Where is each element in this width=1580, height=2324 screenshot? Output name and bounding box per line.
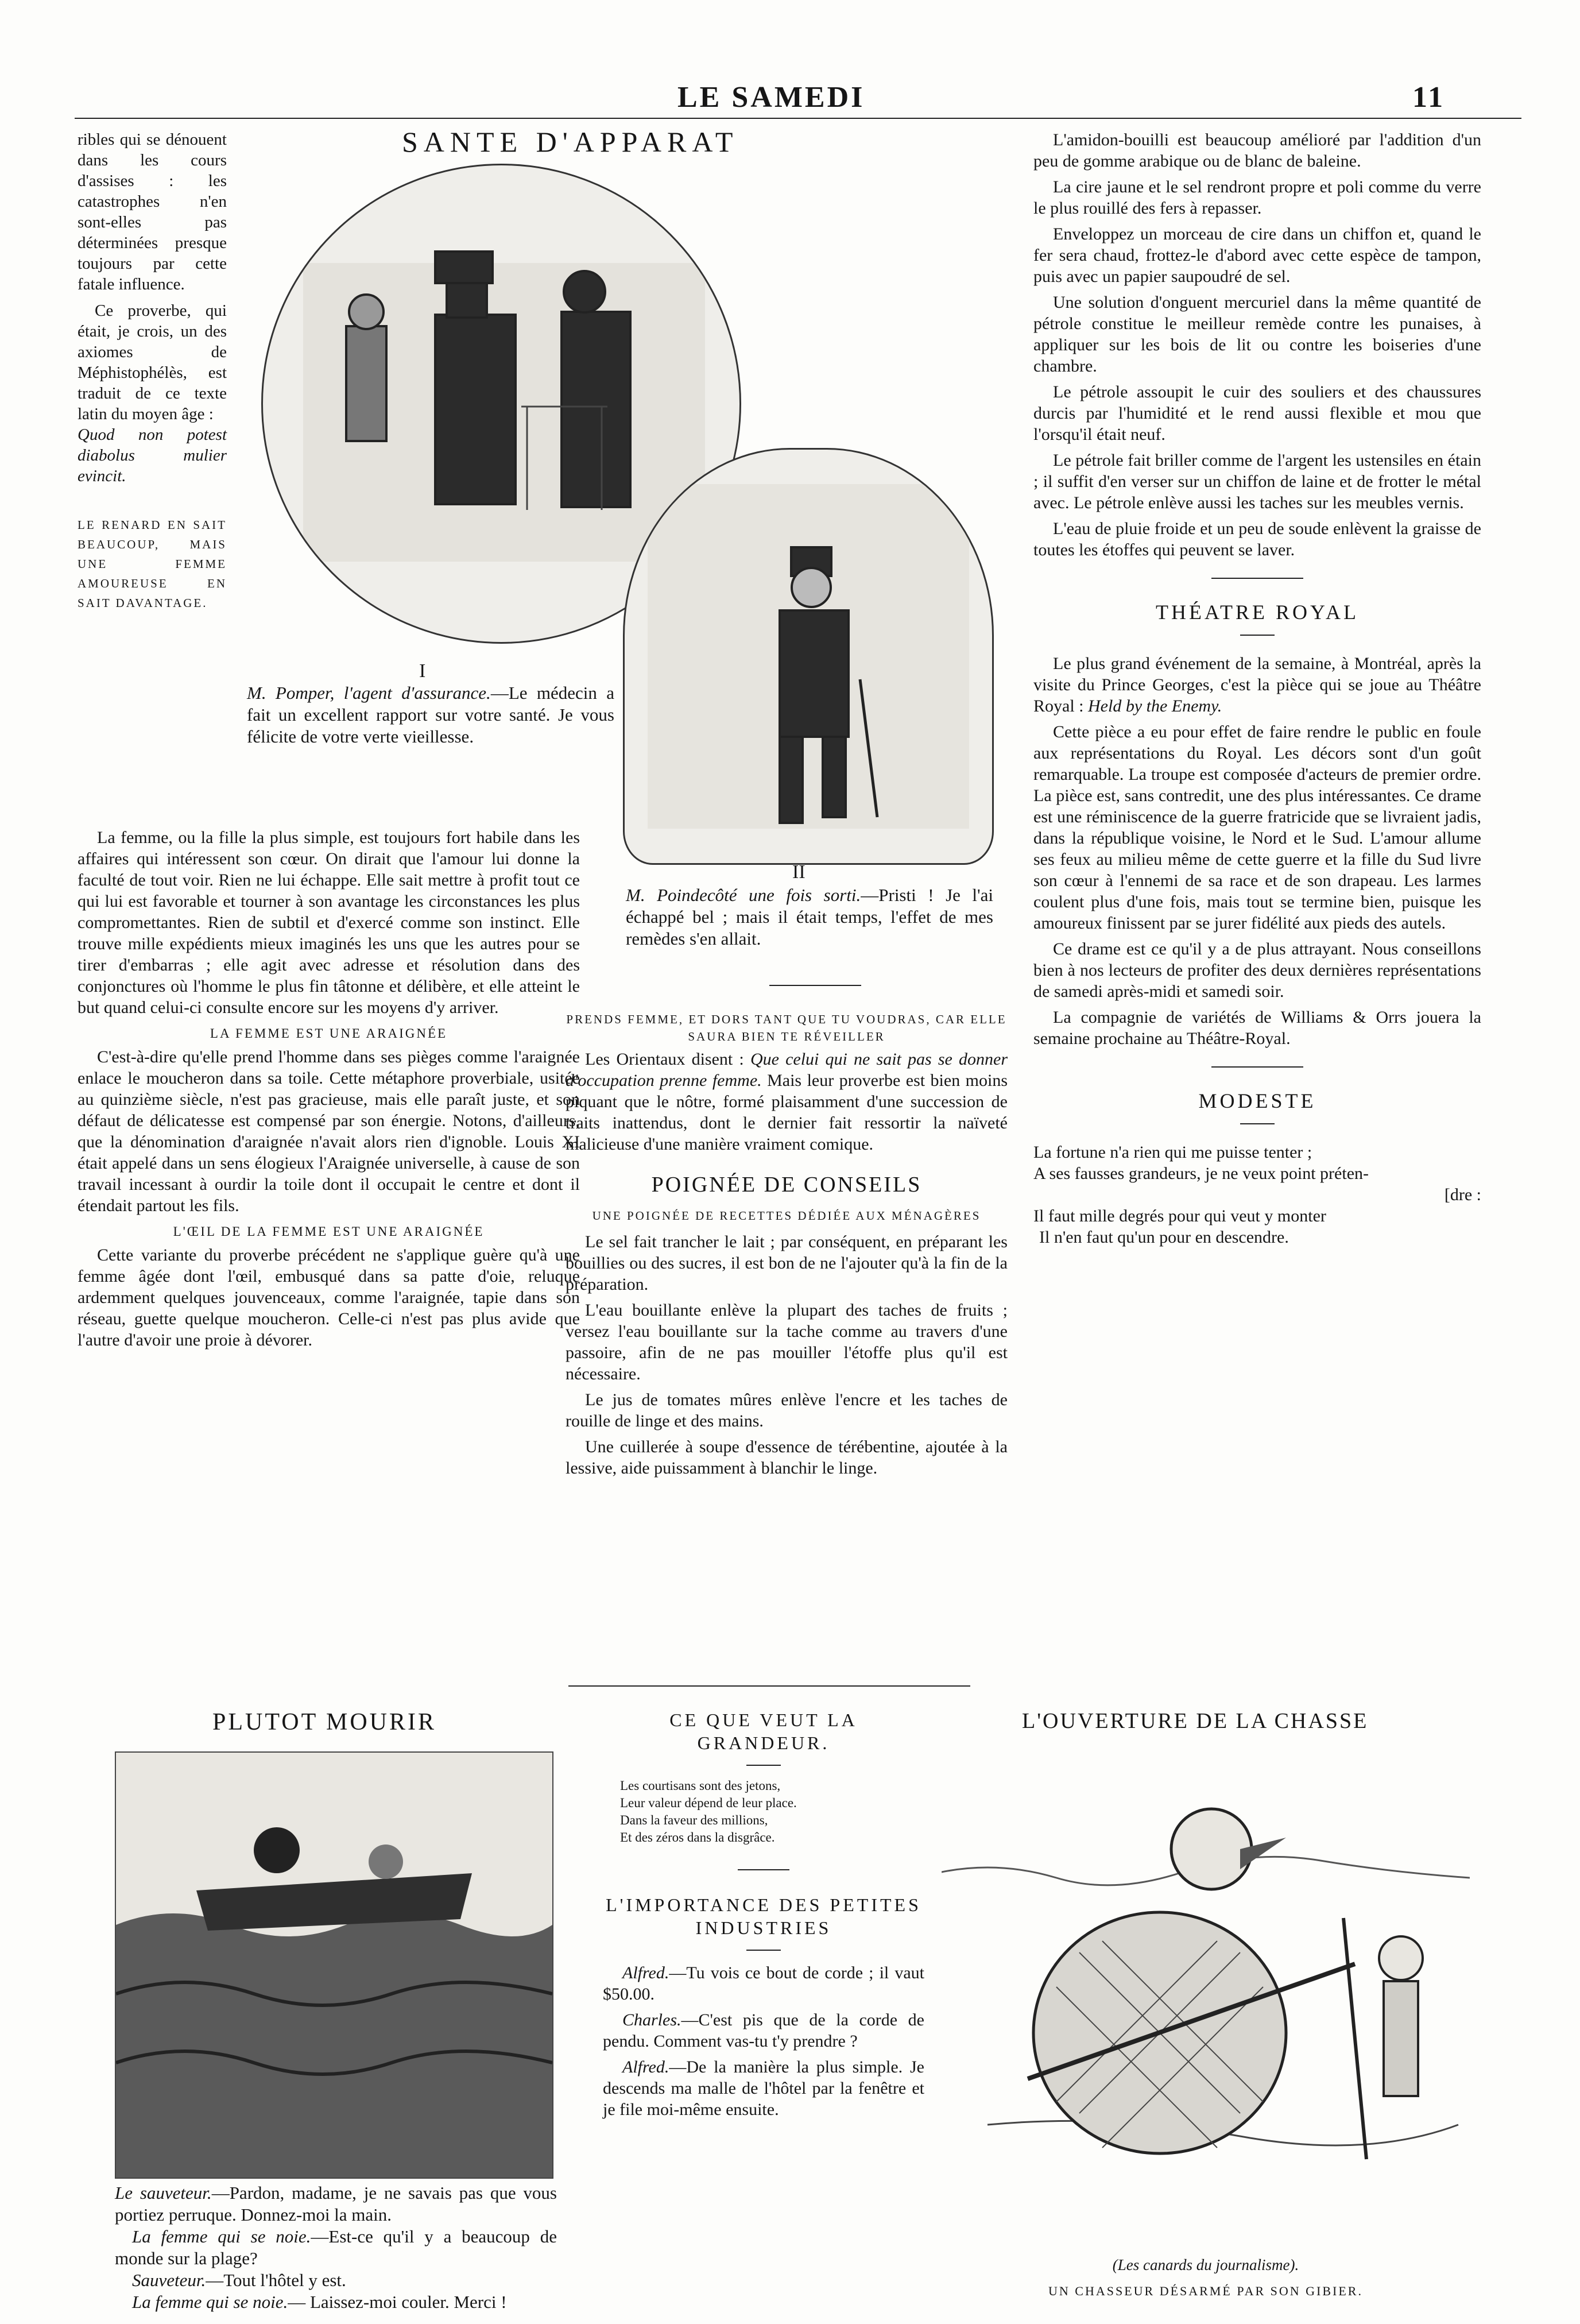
old-man-walking-drawing [625,450,992,863]
modeste-line-2b: [dre : [1444,1185,1481,1204]
theatre-title: THÉATRE ROYAL [1156,601,1359,624]
col2-paragraph-1 [566,1049,1008,1155]
col1-heading-araignee: LA FEMME EST UNE ARAIGNÉE [210,1026,448,1041]
plutot-line-4 [115,2291,557,2313]
theatre-paragraph-3: Ce drame est ce qu'il y a de plus attrayant. Nous conseillons bien à nos lecteurs de profiter des deux dernières représentations de samedi après-midi et samedi soir. [1033,939,1481,1001]
sante-caption-1 [247,682,614,748]
grandeur-poem-line-3: Dans la faveur des millions, [620,1813,768,1827]
col3-rule-3 [1211,1066,1303,1068]
plutot-speaker-4: La femme qui se noie. [132,2292,288,2312]
plutot-line-3 [115,2269,557,2291]
plutot-text-1: —Pardon, madame, je ne savais pas que vous portiez perruque. Donnez-moi la main. [115,2183,557,2225]
modeste-poem [1033,1142,1481,1248]
conseils-title: POIGNÉE DE CONSEILS [651,1173,922,1197]
theatre-paragraph-1 [1033,653,1481,717]
col1-proverb-text: Ce proverbe, qui était, je crois, un des axiomes de Méphistophélès, est traduit de ce texte latin du moyen âge : [78,301,227,423]
sante-caption-2-text: —Pristi ! Je l'ai échappé bel ; mais il était temps, l'effet de mes remèdes s'en allait. [626,885,993,949]
plutot-speaker-1: Le sauveteur. [115,2183,212,2203]
col1-intro-block [78,129,227,618]
chasse-caption [976,2254,1435,2302]
sante-illustration-2 [623,448,994,865]
conseil-2: L'eau bouillante enlève la plupart des taches de fruits ; versez l'eau bouillante sur la tache comme au travers d'une passoire, afin de ne pas mouiller l'étoffe plus qu'il est nécessaire. [566,1301,1008,1383]
plutot-mourir-caption [115,2182,557,2313]
col1-latin-quote: Quod non potest diabolus mulier evincit. [78,426,227,485]
theatre-paragraph-2: Cette pièce a eu pour effet de faire rendre le public en foule aux représentations du Royal. Les décors sont d'un goût remarquable. La troupe est composée d'acteurs de premier ordre. La pièce est, sans contredit, une des plus intéressantes. Ce drame est une réminiscence de la guerre fratricide que se livraient jadis, dans la république voisine, le Nord et le Sud. L'amour allume ses feux au milieu même de cette guerre et la fille du Sud livre son cœur à l'ennemi de sa race et de son drapeau. Les larmes coulent plus d'une fois, mais tout se termine bien, puisque les amoureux finissent par se jurer fidélité aux pieds des autels. [1033,722,1481,933]
page-header-title: LE SAMEDI [677,81,865,114]
sante-caption-1-speaker: M. Pomper, l'agent d'assurance. [247,683,491,703]
recipe-3: Enveloppez un morceau de cire dans un chiffon et, quand le fer sera chaud, frottez-le d'abord avec cette espèce de tampon, puis avec un papier saupoudré de sel. [1033,225,1481,286]
col2-p1-end: Mais leur proverbe est bien moins piquant que le nôtre, formé plaisamment d'une succession de traits inattendus, dont le dernier fait ressortir la naïveté malicieuse d'une manière vraiment comique. [566,1071,1008,1154]
chasse-title: L'OUVERTURE DE LA CHASSE [1022,1709,1369,1733]
theatre-play-title: Held by the Enemy. [1088,697,1222,716]
industries-text-1: —Tu vois ce bout de corde ; il vaut $50.00. [603,1963,924,2004]
recipe-2: La cire jaune et le sel rendront propre et poli comme du verre le plus rouillé des fers à repasser. [1033,177,1481,218]
theatre-paragraph-4: La compagnie de variétés de Williams & Orrs jouera la semaine prochaine au Théâtre-Royal. [1033,1008,1481,1048]
col1-intro-text: ribles qui se dénouent dans les cours d'assises : les catastrophes n'en sont-elles pas déterminées presque toujours par cette fatale influence. [78,130,227,293]
col1-paragraph-3: Cette variante du proverbe précédent ne s'applique guère qu'à une femme âgée dont l'œil, embusqué dans sa patte d'oie, reluque ardemment quelques jouvenceaux, comme l'araignée, tapie dans son réseau, guette quelque moucheron. Celle-ci n'est pas plus avide que l'autre d'avoir une proie à dévorer. [78,1246,580,1349]
col3-rule-4 [1240,1123,1275,1124]
col1-paragraph-2: C'est-à-dire qu'elle prend l'homme dans ses pièges comme l'araignée enlace le moucheron dans sa toile. Cette métaphore proverbiale, usitée au quinzième siècle, n'est pas gracieuse, mais elle paraît juste, et son défaut de délicatesse est compensé par son énergie. Notons, d'ailleurs, que la dénomination d'araignée n'avait alors rien d'ignoble. Louis XI était appelé dans un sens élogieux l'Araignée universelle, à cause de son travail incessant à ourdir la toile dont il occupait le centre et dont il étendait partout les fils. [78,1047,580,1215]
sante-caption-1-text: —Le médecin a fait un excellent rapport sur votre santé. Je vous félicite de votre verte vieillesse. [247,683,614,747]
col2-p1-start: Les Orientaux disent : [585,1050,744,1069]
col3-body [1033,129,1481,1248]
sante-number-1: I [419,660,426,682]
plutot-text-2: —Est-ce qu'il y a beaucoup de monde sur la plage? [115,2226,557,2268]
recipe-5: Le pétrole assoupit le cuir des souliers et des chaussures durcis par l'humidité et le rend aussi flexible et mou que l'orsqu'il était neuf. [1033,382,1481,444]
grandeur-poem [603,1777,924,1846]
col3-rule-2 [1240,635,1275,636]
sante-caption-2 [626,884,993,950]
industries-text-2: —C'est pis que de la corde de pendu. Comment vas-tu t'y prendre ? [603,2010,924,2051]
conseil-3: Le jus de tomates mûres enlève l'encre et les taches de rouille de linge et des mains. [566,1390,1008,1430]
page-number: 11 [1412,81,1446,114]
plutot-text-3: —Tout l'hôtel y est. [206,2270,346,2290]
industries-text-3: —De la manière la plus simple. Je descends ma malle de l'hôtel par la fenêtre et je file moi-même ensuite. [603,2058,924,2119]
theatre-p1-start: Le plus grand événement de la semaine, à Montréal, après la visite du Prince Georges, c'est la pièce qui se joue au Théâtre Royal : [1033,654,1481,716]
plutot-line-2 [115,2226,557,2269]
sante-title: SANTE D'APPARAT [402,126,739,158]
chasse-caption-italic: (Les canards du journalisme). [1112,2256,1299,2273]
col1-body [78,827,580,1355]
recipe-4: Une solution d'onguent mercuriel dans la même quantité de pétrole constitue le meilleur remède contre les punaises, à appliquer sur les bois de lit ou contre les boiseries d'une chambre. [1033,293,1481,376]
col2-p1-quote: Que celui qui ne sait pas se donner d'occupation prenne femme. [566,1050,1008,1090]
industries-speaker-3: Alfred. [622,2058,669,2076]
col2-heading-prends-femme: PRENDS FEMME, ET DORS TANT QUE TU VOUDRAS, CAR ELLE SAURA BIEN TE RÉVEILLER [566,1012,1007,1043]
col3-rule-1 [1211,578,1303,579]
grandeur-title: CE QUE VEUT LA GRANDEUR. [669,1710,858,1753]
bottom-middle-block [603,1708,924,2125]
industries-line-2 [603,2009,924,2052]
sante-number-2: II [792,861,806,883]
grandeur-poem-line-2: Leur valeur dépend de leur place. [620,1796,797,1810]
duck-and-hunter-drawing [942,1757,1470,2240]
rescue-at-sea-drawing [116,1753,552,2178]
industries-speaker-2: Charles. [622,2010,681,2029]
col1-heading-renard: LE RENARD EN SAIT BEAUCOUP, MAIS UNE FEMME AMOUREUSE EN SAIT DAVANTAGE. [78,518,227,610]
plutot-mourir-illustration [115,1751,553,2179]
recipe-1: L'amidon-bouilli est beaucoup amélioré par l'addition d'un peu de gomme arabique ou de blanc de baleine. [1033,130,1481,171]
modeste-line-3: Il faut mille degrés pour qui veut y monter [1033,1207,1326,1225]
plutot-line-1 [115,2182,557,2226]
col2-rule [769,985,861,986]
modeste-line-4: Il n'en faut qu'un pour en descendre. [1039,1228,1289,1247]
industries-line-1 [603,1962,924,2005]
modeste-line-1: La fortune n'a rien qui me puisse tenter ; [1033,1143,1312,1162]
grandeur-rule [746,1765,781,1766]
plutot-speaker-2: La femme qui se noie. [132,2226,311,2246]
grandeur-poem-line-4: Et des zéros dans la disgrâce. [620,1830,775,1844]
bottom-section-rule [568,1685,970,1687]
modeste-line-2: A ses fausses grandeurs, je ne veux point préten- [1033,1164,1369,1183]
grandeur-rule-2 [738,1869,789,1870]
plutot-text-4: — Laissez-moi couler. Merci ! [288,2292,507,2312]
industries-line-3 [603,2056,924,2120]
modeste-title: MODESTE [1198,1089,1316,1112]
industries-title: L'IMPORTANCE DES PETITES INDUSTRIES [606,1894,921,1938]
industries-speaker-1: Alfred. [622,1963,669,1982]
conseil-1: Le sel fait trancher le lait ; par conséquent, en préparant les bouillies ou des sucres, il est bon de ne l'ajouter qu'à la fin de la préparation. [566,1232,1008,1294]
plutot-speaker-3: Sauveteur. [132,2270,206,2290]
sante-caption-2-speaker: M. Poindecôté une fois sorti. [626,885,861,905]
conseils-subtitle: UNE POIGNÉE DE RECETTES DÉDIÉE AUX MÉNAGÈRES [592,1209,981,1223]
plutot-mourir-title: PLUTOT MOURIR [212,1709,436,1735]
col1-paragraph-1: La femme, ou la fille la plus simple, est toujours fort habile dans les affaires qui intéressent son cœur. On dirait que l'amour lui donne la faculté de tout voir. Rien ne lui échappe. Elle sait mettre à profit tout ce qui lui est favorable et tourner à son avantage les circonstances les plus compromettantes. Rien de subtil et d'exercé comme son instinct. Elle trouve mille expédients mieux imaginés les uns que les autres pour se tirer d'embarras ; elle agit avec adresse et résolution dans des conjonctures où l'homme le plus fin tâtonne et délibère, et elle atteint le but quand celui-ci consulte encore sur les moyens d'y arriver. [78,828,580,1017]
industries-rule [746,1950,781,1951]
conseil-4: Une cuillerée à soupe d'essence de térébentine, ajoutée à la lessive, aide puissamment à blanchir le linge. [566,1437,1008,1478]
header-rule [75,118,1521,119]
recipe-7: L'eau de pluie froide et un peu de soude enlèvent la graisse de toutes les étoffes qui peuvent se laver. [1033,519,1481,559]
recipe-6: Le pétrole fait briller comme de l'argent les ustensiles en étain ; il suffit d'en verser sur un chiffon de laine et de frotter le métal avec. Le pétrole enlève aussi les taches sur les meubles vernis. [1033,451,1481,512]
col2-body [566,1011,1008,1483]
chasse-illustration [942,1757,1470,2240]
grandeur-poem-line-1: Les courtisans sont des jetons, [620,1778,781,1793]
col1-heading-oeil: L'ŒIL DE LA FEMME EST UNE ARAIGNÉE [173,1224,485,1239]
chasse-caption-text: UN CHASSEUR DÉSARMÉ PAR SON GIBIER. [1048,2284,1363,2298]
